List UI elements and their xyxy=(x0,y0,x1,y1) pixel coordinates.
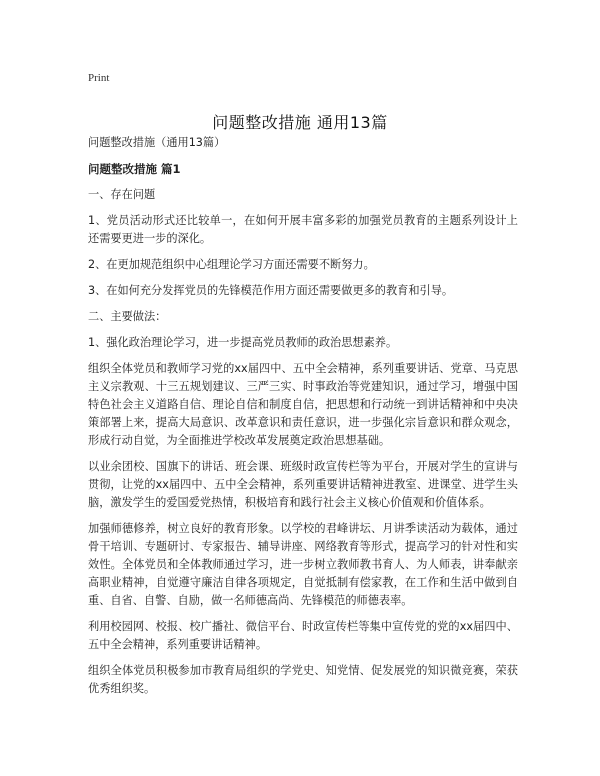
paragraph: 1、强化政治理论学习，进一步提高党员教师的政治思想素养。 xyxy=(88,336,398,349)
section-heading: 问题整改措施 篇1 xyxy=(88,162,181,176)
document-body xyxy=(88,134,518,706)
paragraph: 二、主要做法： xyxy=(88,310,167,323)
document-subtitle: 问题整改措施（通用13篇） xyxy=(88,136,226,149)
paragraph: 1、党员活动形式还比较单一，在如何开展丰富多彩的加强党员教育的主题系列设计上还需要更进一步的深化。 xyxy=(88,214,518,245)
page-title: 问题整改措施 通用13篇 xyxy=(212,112,388,132)
paragraph: 2、在更加规范组织中心组理论学习方面还需要不断努力。 xyxy=(88,258,375,271)
paragraph: 3、在如何充分发挥党员的先锋模范作用方面还需要做更多的教育和引导。 xyxy=(88,284,454,297)
print-label: Print xyxy=(88,72,110,84)
paragraph: 加强师德修养，树立良好的教育形象。以学校的君峰讲坛、月讲季读活动为载体，通过骨干培训、专题研讨、专家报告、辅导讲座、网络教育等形式，提高学习的针对性和实效性。全体党员和全体教师通过学习，进一步树立教师教书育人、为人师表，讲奉献亲高职业精神，自觉遵守廉洁自律各项规定，自觉抵制有偿家教，在工作和生活中做到自重、自省、自警、自励，做一名师德高尚、先锋模范的师德表率。 xyxy=(88,522,518,607)
paragraph: 一、存在问题 xyxy=(88,188,156,201)
paragraph: 利用校园网、校报、校广播社、微信平台、时政宣传栏等集中宣传党的党的xx届四中、五中全会精神，系列重要讲话精神。 xyxy=(88,620,518,651)
paragraph: 组织全体党员和教师学习党的xx届四中、五中全会精神，系列重要讲话、党章、马克思主义宗教观、十三五规划建议、三严三实、时事政治等党建知识，通过学习，增强中国特色社会主义道路自信、理论自信和制度自信，把思想和行动统一到讲话精神和中央决策部署上来，提高大局意识、改革意识和责任意识，进一步强化宗旨意识和群众观念，形成行动自觉，为全面推进学校改革发展奠定政治思想基础。 xyxy=(88,362,518,447)
paragraph: 以业余团校、国旗下的讲话、班会课、班级时政宣传栏等为平台，开展对学生的宣讲与贯彻，让党的xx届四中、五中全会精神，系列重要讲话精神进教室、进课堂、进学生头脑，激发学生的爱国爱党热情，积极培育和践行社会主义核心价值观和价值体系。 xyxy=(88,460,518,509)
paragraph: 组织全体党员积极参加市教育局组织的学党史、知党情、促发展党的知识微竞赛，荣获优秀组织奖。 xyxy=(88,664,518,695)
